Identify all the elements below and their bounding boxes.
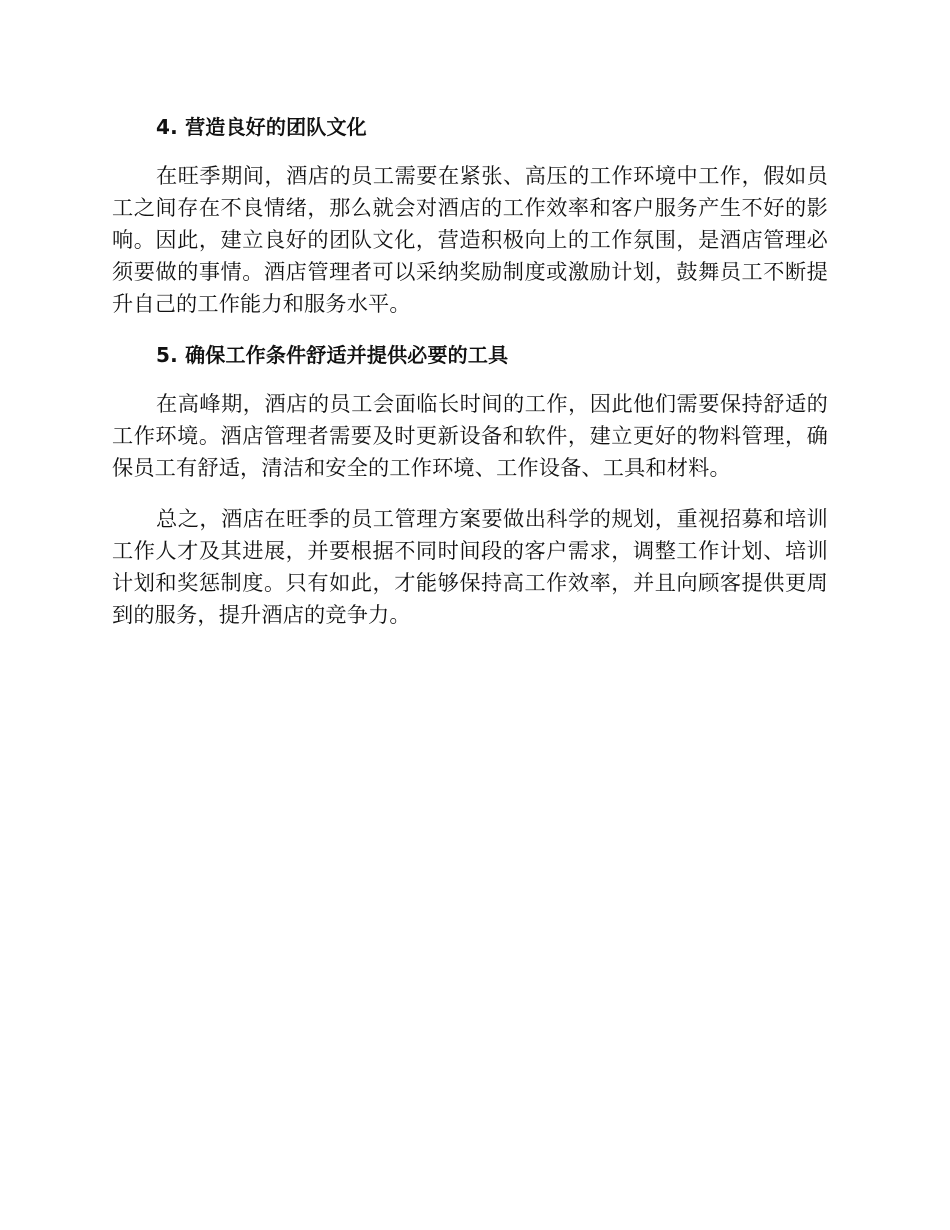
- section-4-heading: 4. 营造良好的团队文化: [156, 115, 367, 139]
- spacer: [112, 484, 828, 503]
- spacer: [112, 142, 828, 160]
- section-5-paragraph: 在高峰期，酒店的员工会面临长时间的工作，因此他们需要保持舒适的工作环境。酒店管理者需要及时更新设备和软件，建立更好的物料管理，确保员工有舒适，清洁和安全的工作环境、工作设备、工具和材料。: [112, 391, 828, 480]
- section-4-paragraph: 在旺季期间，酒店的员工需要在紧张、高压的工作环境中工作，假如员工之间存在不良情绪，那么就会对酒店的工作效率和客户服务产生不好的影响。因此，建立良好的团队文化，营造积极向上的工作氛围，是酒店管理必须要做的事情。酒店管理者可以采纳奖励制度或激励计划，鼓舞员工不断提升自己的工作能力和服务水平。: [112, 163, 828, 316]
- spacer: [112, 370, 828, 388]
- section-5-heading: 5. 确保工作条件舒适并提供必要的工具: [156, 343, 509, 367]
- conclusion-paragraph: 总之，酒店在旺季的员工管理方案要做出科学的规划，重视招募和培训工作人才及其进展，并要根据不同时间段的客户需求，调整工作计划、培训计划和奖惩制度。只有如此，才能够保持高工作效率，并且向顾客提供更周到的服务，提升酒店的竞争力。: [112, 506, 828, 627]
- spacer: [112, 320, 828, 340]
